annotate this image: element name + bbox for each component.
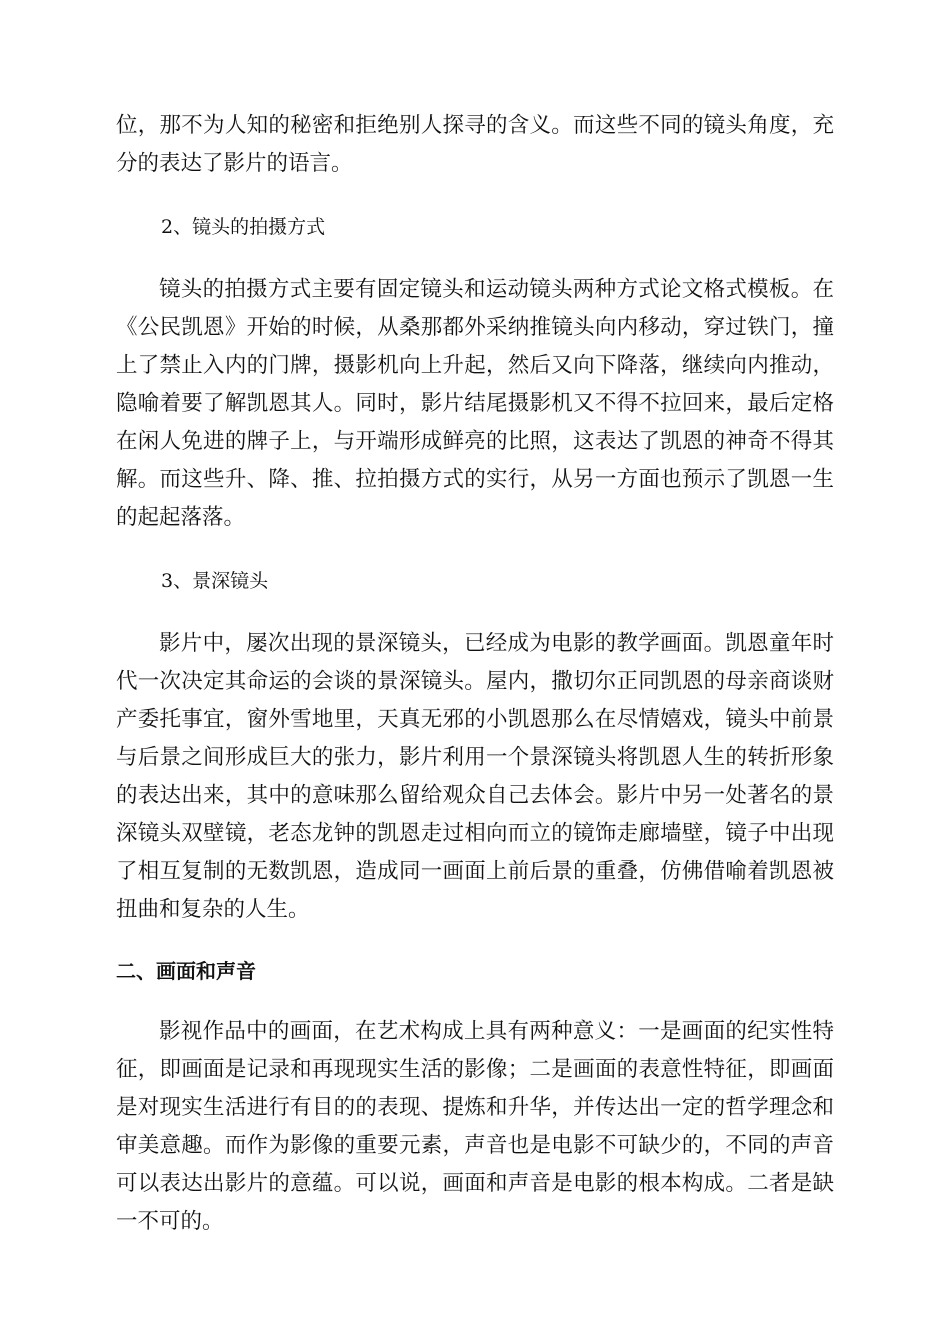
subheading-shooting-method: 2、镜头的拍摄方式 bbox=[161, 216, 326, 238]
subheading-depth-of-field: 3、景深镜头 bbox=[161, 570, 269, 592]
paragraph-intro: 位，那不为人知的秘密和拒绝别人探寻的含义。而这些不同的镜头角度，充分的表达了影片的语言。 bbox=[116, 113, 834, 176]
section-heading-picture-sound: 二、画面和声音 bbox=[116, 959, 256, 983]
paragraph-picture-sound: 影视作品中的画面，在艺术构成上具有两种意义：一是画面的纪实性特征，即画面是记录和再现现实生活的影像；二是画面的表意性特征，即画面是对现实生活进行有目的的表现、提炼和升华，并传达出一定的哲学理念和审美意趣。而作为影像的重要元素，声音也是电影不可缺少的，不同的声音可以表达出影片的意蕴。可以说，画面和声音是电影的根本构成。二者是缺一不可的。 bbox=[116, 1019, 834, 1234]
paragraph-shooting-method: 镜头的拍摄方式主要有固定镜头和运动镜头两种方式论文格式模板。在《公民凯恩》开始的时候，从桑那都外采纳推镜头向内移动，穿过铁门，撞上了禁止入内的门牌，摄影机向上升起，然后又向下降落，继续向内推动，隐喻着要了解凯恩其人。同时，影片结尾摄影机又不得不拉回来，最后定格在闲人免进的牌子上，与开端形成鲜亮的比照，这表达了凯恩的神奇不得其解。而这些升、降、推、拉拍摄方式的实行，从另一方面也预示了凯恩一生的起起落落。 bbox=[116, 277, 834, 530]
document-page bbox=[116, 107, 834, 1241]
paragraph-depth-of-field: 影片中，屡次出现的景深镜头，已经成为电影的教学画面。凯恩童年时代一次决定其命运的会谈的景深镜头。屋内，撒切尔正同凯恩的母亲商谈财产委托事宜，窗外雪地里，天真无邪的小凯恩那么在尽情嬉戏，镜头中前景与后景之间形成巨大的张力，影片利用一个景深镜头将凯恩人生的转折形象的表达出来，其中的意味那么留给观众自己去体会。影片中另一处著名的景深镜头双壁镜，老态龙钟的凯恩走过相向而立的镜饰走廊墙壁，镜子中出现了相互复制的无数凯恩，造成同一画面上前后景的重叠，仿佛借喻着凯恩被扭曲和复杂的人生。 bbox=[116, 631, 834, 922]
